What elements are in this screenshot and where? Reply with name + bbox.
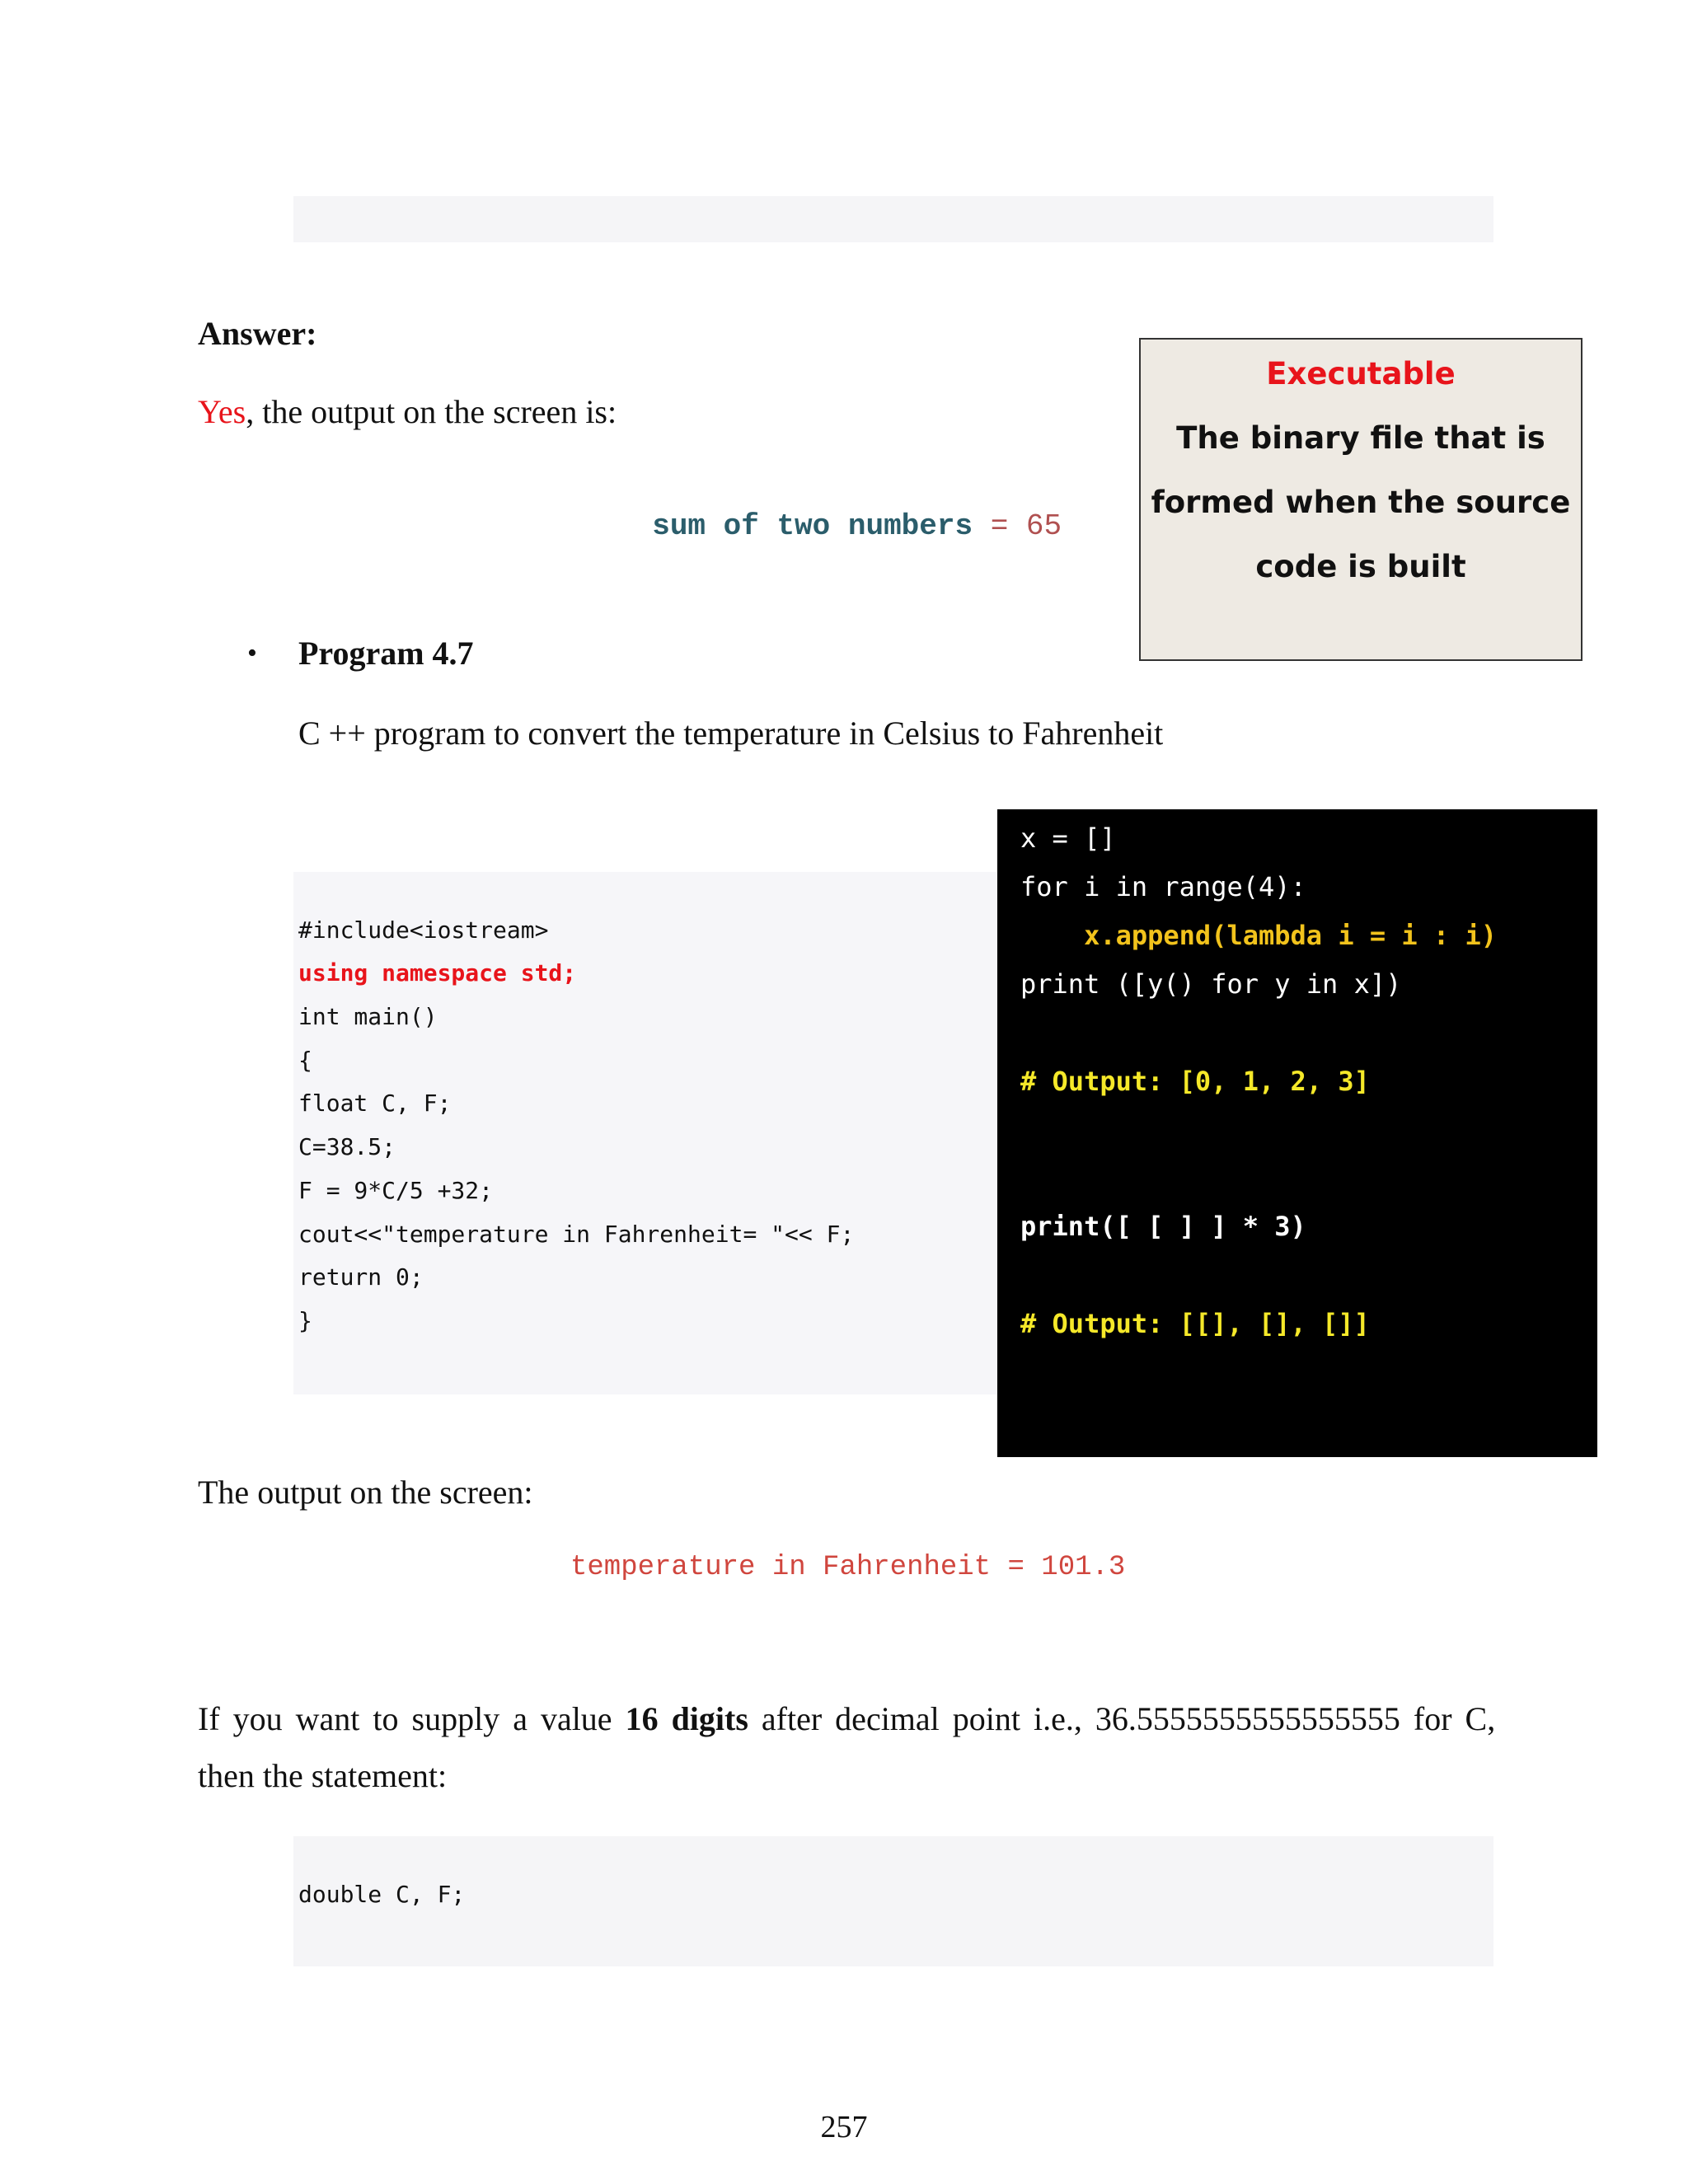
python-line: print([ [ ] ] * 3) xyxy=(1020,1211,1306,1242)
python-line: print ([y() for y in x]) xyxy=(1020,968,1402,1000)
sum-output-value: = 65 xyxy=(990,509,1062,543)
python-line: x = [] xyxy=(1020,823,1116,854)
program-description: C ++ program to convert the temperature in Celsius to Fahrenheit xyxy=(298,715,1164,752)
python-line: x.append(lambda i = i : i) xyxy=(1020,920,1497,951)
bullet-icon: • xyxy=(247,638,257,668)
definition-line: The binary file that is xyxy=(1176,420,1545,456)
code-line: int main() xyxy=(298,1003,438,1030)
code-line: double C, F; xyxy=(298,1881,466,1908)
sum-output-text: sum of two numbers xyxy=(652,509,973,543)
paragraph-line-2: then the statement: xyxy=(198,1757,448,1794)
definition-title: Executable xyxy=(1266,356,1456,391)
answer-rest: , the output on the screen is: xyxy=(246,393,617,430)
paragraph-text: If you want to supply a value xyxy=(198,1700,626,1737)
yes-word: Yes xyxy=(198,393,246,430)
code-line: } xyxy=(298,1307,312,1334)
answer-heading: Answer: xyxy=(198,315,317,352)
code-line: C=38.5; xyxy=(298,1133,396,1160)
code-line: cout<<"temperature in Fahrenheit= "<< F; xyxy=(298,1221,855,1248)
code-line: { xyxy=(298,1047,312,1074)
python-line: for i in range(4): xyxy=(1020,871,1306,902)
code-line: return 0; xyxy=(298,1263,424,1291)
double-code-block xyxy=(293,1836,1493,1966)
python-output-comment: # Output: [0, 1, 2, 3] xyxy=(1020,1066,1370,1097)
cpp-code-block xyxy=(293,872,1002,1394)
temperature-output: temperature in Fahrenheit = 101.3 xyxy=(570,1552,1126,1583)
paragraph-text: after decimal point i.e., 36.5555555555555555 for C, xyxy=(748,1700,1496,1737)
paragraph-bold: 16 digits xyxy=(625,1700,748,1737)
page-number: 257 xyxy=(820,2110,868,2144)
definition-line: code is built xyxy=(1255,549,1466,584)
output-label: The output on the screen: xyxy=(198,1474,533,1511)
sum-output xyxy=(617,476,1062,543)
paragraph-line-1 xyxy=(198,1700,1496,1737)
code-line: using namespace std; xyxy=(298,959,577,987)
code-line: F = 9*C/5 +32; xyxy=(298,1177,494,1204)
answer-sentence xyxy=(198,393,617,430)
code-line: #include<iostream> xyxy=(298,916,549,944)
python-output-comment: # Output: [[], [], []] xyxy=(1020,1308,1370,1339)
program-title: Program 4.7 xyxy=(298,635,474,672)
python-code-panel xyxy=(997,809,1597,1457)
top-code-band xyxy=(293,196,1493,242)
code-line: float C, F; xyxy=(298,1090,452,1117)
definition-line: formed when the source xyxy=(1151,485,1571,520)
definition-box xyxy=(1139,338,1582,661)
